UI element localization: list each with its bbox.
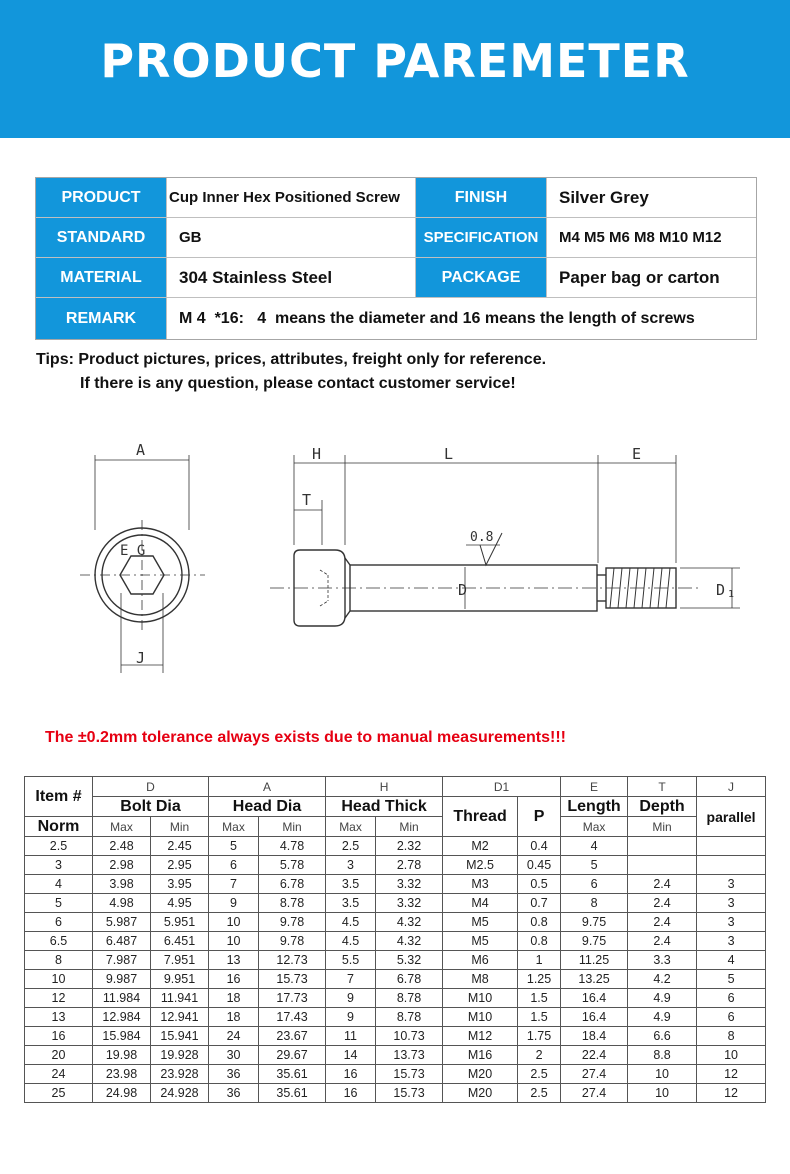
- table-cell: 13.25: [561, 970, 628, 989]
- table-cell: 7: [326, 970, 376, 989]
- param-row-material: [36, 258, 756, 298]
- table-cell: 6.487: [93, 932, 151, 951]
- header-max: Max: [561, 817, 628, 837]
- table-cell: 4: [561, 837, 628, 856]
- header-p: P: [518, 797, 561, 837]
- table-cell: 3.3: [628, 951, 697, 970]
- table-cell: 3: [697, 894, 766, 913]
- param-value: Cup Inner Hex Positioned Screw: [167, 178, 416, 218]
- table-cell: 2.5: [518, 1065, 561, 1084]
- table-cell: 2: [518, 1046, 561, 1065]
- table-cell: 16: [209, 970, 259, 989]
- dimension-rows: [25, 837, 766, 1103]
- param-label: PACKAGE: [416, 258, 547, 298]
- table-cell: 12: [697, 1065, 766, 1084]
- table-cell: 1.25: [518, 970, 561, 989]
- header-norm: Norm: [25, 817, 93, 837]
- table-cell: 0.45: [518, 856, 561, 875]
- table-cell: M5: [443, 932, 518, 951]
- table-cell: 9: [209, 894, 259, 913]
- table-cell: 13: [209, 951, 259, 970]
- table-cell: 15.73: [259, 970, 326, 989]
- table-cell: M12: [443, 1027, 518, 1046]
- screw-diagram: [0, 415, 790, 705]
- table-cell: 9: [326, 1008, 376, 1027]
- table-cell: 30: [209, 1046, 259, 1065]
- table-cell: 16.4: [561, 989, 628, 1008]
- table-cell: 12.73: [259, 951, 326, 970]
- table-cell: 9: [326, 989, 376, 1008]
- table-cell: 6.6: [628, 1027, 697, 1046]
- table-cell: M10: [443, 989, 518, 1008]
- table-cell: 8.8: [628, 1046, 697, 1065]
- table-cell: 2.95: [151, 856, 209, 875]
- table-cell: 4.2: [628, 970, 697, 989]
- table-cell: 9.987: [93, 970, 151, 989]
- table-cell: 7.987: [93, 951, 151, 970]
- table-cell: 19.98: [93, 1046, 151, 1065]
- table-cell: 16: [326, 1084, 376, 1103]
- table-cell: 2.4: [628, 932, 697, 951]
- table-cell: 3.32: [376, 875, 443, 894]
- dim-label-t: T: [302, 491, 312, 509]
- header-depth: Depth: [628, 797, 697, 817]
- table-row: [25, 1084, 766, 1103]
- table-cell: [628, 837, 697, 856]
- table-cell: 4.5: [326, 932, 376, 951]
- table-cell: 15.73: [376, 1084, 443, 1103]
- tips: [36, 348, 546, 396]
- table-cell: [697, 856, 766, 875]
- table-cell: 3: [25, 856, 93, 875]
- table-cell: 10: [25, 970, 93, 989]
- header-t: T: [628, 777, 697, 797]
- table-row: [25, 1046, 766, 1065]
- header-max: Max: [326, 817, 376, 837]
- table-cell: 20: [25, 1046, 93, 1065]
- table-cell: 11: [326, 1027, 376, 1046]
- table-cell: M4: [443, 894, 518, 913]
- table-row: [25, 1065, 766, 1084]
- table-cell: 8: [697, 1027, 766, 1046]
- header-d1: D1: [443, 777, 561, 797]
- table-cell: 6: [561, 875, 628, 894]
- header-min: Min: [376, 817, 443, 837]
- table-cell: 8: [561, 894, 628, 913]
- table-cell: M16: [443, 1046, 518, 1065]
- dim-label-eg: E G: [120, 543, 146, 559]
- table-cell: 16.4: [561, 1008, 628, 1027]
- table-cell: 7: [209, 875, 259, 894]
- table-cell: M8: [443, 970, 518, 989]
- header-h: H: [326, 777, 443, 797]
- param-label: SPECIFICATION: [416, 218, 547, 258]
- table-cell: 4.5: [326, 913, 376, 932]
- table-cell: 5: [209, 837, 259, 856]
- table-cell: 2.5: [25, 837, 93, 856]
- table-cell: 27.4: [561, 1065, 628, 1084]
- param-label: MATERIAL: [36, 258, 167, 298]
- header-head-thick: Head Thick: [326, 797, 443, 817]
- table-cell: 2.45: [151, 837, 209, 856]
- table-row: [25, 837, 766, 856]
- table-cell: 16: [326, 1065, 376, 1084]
- header-item: Item #: [25, 777, 93, 817]
- table-row: [25, 913, 766, 932]
- tolerance-note: The ±0.2mm tolerance always exists due to manual measurements!!!: [45, 729, 566, 746]
- param-label: REMARK: [36, 298, 167, 339]
- page-title: PRODUCT PAREMETER: [100, 34, 690, 88]
- header-parallel: parallel: [697, 797, 766, 837]
- table-cell: 10: [209, 913, 259, 932]
- dim-label-d1: D: [716, 581, 726, 599]
- table-cell: M10: [443, 1008, 518, 1027]
- table-cell: 5: [561, 856, 628, 875]
- table-row: [25, 932, 766, 951]
- table-cell: M2: [443, 837, 518, 856]
- table-cell: 24: [25, 1065, 93, 1084]
- table-cell: 10: [697, 1046, 766, 1065]
- table-cell: 2.4: [628, 894, 697, 913]
- header-length: Length: [561, 797, 628, 817]
- header-max: Max: [93, 817, 151, 837]
- header-a: A: [209, 777, 326, 797]
- table-cell: 6: [209, 856, 259, 875]
- table-cell: 2.48: [93, 837, 151, 856]
- table-cell: 6: [697, 1008, 766, 1027]
- table-cell: 6: [697, 989, 766, 1008]
- dim-label-a: A: [136, 441, 146, 459]
- table-cell: 3: [697, 913, 766, 932]
- table-cell: 16: [25, 1027, 93, 1046]
- header-e: E: [561, 777, 628, 797]
- table-cell: 24: [209, 1027, 259, 1046]
- table-cell: 10.73: [376, 1027, 443, 1046]
- table-cell: 6.78: [376, 970, 443, 989]
- table-cell: 1: [518, 951, 561, 970]
- table-cell: 6.78: [259, 875, 326, 894]
- header-min: Min: [151, 817, 209, 837]
- table-row: [25, 989, 766, 1008]
- table-cell: 7.951: [151, 951, 209, 970]
- table-cell: 4.32: [376, 932, 443, 951]
- table-cell: 5.951: [151, 913, 209, 932]
- table-row: [25, 1027, 766, 1046]
- dim-label-j: J: [136, 649, 146, 667]
- param-label: FINISH: [416, 178, 547, 218]
- table-cell: 5: [697, 970, 766, 989]
- table-cell: 0.4: [518, 837, 561, 856]
- param-value: Silver Grey: [547, 178, 756, 218]
- table-cell: 10: [209, 932, 259, 951]
- table-cell: M6: [443, 951, 518, 970]
- dim-label-l: L: [444, 445, 454, 463]
- table-cell: 11.984: [93, 989, 151, 1008]
- dim-label-h: H: [312, 445, 322, 463]
- table-cell: M2.5: [443, 856, 518, 875]
- table-cell: 4.9: [628, 989, 697, 1008]
- table-cell: 24.98: [93, 1084, 151, 1103]
- table-cell: 4: [25, 875, 93, 894]
- header-min: Min: [628, 817, 697, 837]
- table-row: [25, 951, 766, 970]
- table-cell: [697, 837, 766, 856]
- table-cell: 8.78: [376, 989, 443, 1008]
- param-label: PRODUCT: [36, 178, 167, 218]
- table-cell: 12.984: [93, 1008, 151, 1027]
- header-d: D: [93, 777, 209, 797]
- table-cell: 12.941: [151, 1008, 209, 1027]
- table-cell: 0.8: [518, 932, 561, 951]
- table-cell: 8.78: [376, 1008, 443, 1027]
- dim-label-e: E: [632, 445, 642, 463]
- table-cell: 9.951: [151, 970, 209, 989]
- table-cell: 17.43: [259, 1008, 326, 1027]
- param-value: GB: [167, 218, 416, 258]
- header-banner: [0, 0, 790, 138]
- table-cell: 9.75: [561, 913, 628, 932]
- table-cell: 5.78: [259, 856, 326, 875]
- header-max: Max: [209, 817, 259, 837]
- table-cell: 18: [209, 989, 259, 1008]
- table-cell: 3: [697, 875, 766, 894]
- table-cell: 14: [326, 1046, 376, 1065]
- table-cell: 6.451: [151, 932, 209, 951]
- table-cell: 2.78: [376, 856, 443, 875]
- table-cell: 9.75: [561, 932, 628, 951]
- param-row-product: [36, 178, 756, 218]
- table-cell: 18.4: [561, 1027, 628, 1046]
- table-cell: [628, 856, 697, 875]
- table-cell: 13: [25, 1008, 93, 1027]
- table-cell: 36: [209, 1084, 259, 1103]
- table-cell: 22.4: [561, 1046, 628, 1065]
- table-cell: M3: [443, 875, 518, 894]
- tips-line: Tips: Product pictures, prices, attributes, freight only for reference.: [36, 351, 547, 368]
- table-cell: 12: [697, 1084, 766, 1103]
- table-cell: 4: [697, 951, 766, 970]
- header-min: Min: [259, 817, 326, 837]
- param-value: 304 Stainless Steel: [167, 258, 416, 298]
- table-cell: 23.928: [151, 1065, 209, 1084]
- table-cell: 15.941: [151, 1027, 209, 1046]
- table-cell: 3.95: [151, 875, 209, 894]
- table-cell: 6: [25, 913, 93, 932]
- table-cell: 23.67: [259, 1027, 326, 1046]
- table-cell: 2.98: [93, 856, 151, 875]
- table-cell: 10: [628, 1065, 697, 1084]
- table-cell: 2.32: [376, 837, 443, 856]
- table-cell: 23.98: [93, 1065, 151, 1084]
- table-cell: 11.941: [151, 989, 209, 1008]
- param-value: M4 M5 M6 M8 M10 M12: [547, 218, 756, 258]
- table-cell: 8.78: [259, 894, 326, 913]
- table-cell: 17.73: [259, 989, 326, 1008]
- table-cell: 18: [209, 1008, 259, 1027]
- roughness-label: 0.8: [470, 530, 494, 545]
- table-cell: M20: [443, 1084, 518, 1103]
- table-cell: 36: [209, 1065, 259, 1084]
- table-cell: 3.5: [326, 894, 376, 913]
- table-cell: 5.987: [93, 913, 151, 932]
- table-cell: 5.32: [376, 951, 443, 970]
- table-row: [25, 970, 766, 989]
- table-cell: 9.78: [259, 913, 326, 932]
- table-cell: 11.25: [561, 951, 628, 970]
- table-cell: 1.5: [518, 1008, 561, 1027]
- table-cell: 1.5: [518, 989, 561, 1008]
- table-cell: 19.928: [151, 1046, 209, 1065]
- tips-line: If there is any question, please contact customer service!: [80, 375, 516, 392]
- param-value: M 4 *16: 4 means the diameter and 16 means the length of screws: [167, 298, 756, 339]
- table-cell: 15.73: [376, 1065, 443, 1084]
- table-row: [25, 856, 766, 875]
- dim-label-d: D: [458, 581, 468, 599]
- param-row-remark: [36, 298, 756, 339]
- table-row: [25, 1008, 766, 1027]
- header-bolt-dia: Bolt Dia: [93, 797, 209, 817]
- parameter-table: [35, 177, 757, 340]
- dim-label-d1-sub: 1: [728, 589, 735, 600]
- table-cell: 10: [628, 1084, 697, 1103]
- table-cell: 5.5: [326, 951, 376, 970]
- dimension-table: [24, 776, 766, 1103]
- table-cell: 4.78: [259, 837, 326, 856]
- table-cell: 0.5: [518, 875, 561, 894]
- table-cell: 4.32: [376, 913, 443, 932]
- param-row-standard: [36, 218, 756, 258]
- table-cell: 35.61: [259, 1084, 326, 1103]
- table-cell: 3: [697, 932, 766, 951]
- table-cell: 0.8: [518, 913, 561, 932]
- table-cell: 5: [25, 894, 93, 913]
- table-row: [25, 875, 766, 894]
- header-j: J: [697, 777, 766, 797]
- table-cell: 35.61: [259, 1065, 326, 1084]
- table-cell: 4.95: [151, 894, 209, 913]
- table-cell: 4.9: [628, 1008, 697, 1027]
- table-cell: 29.67: [259, 1046, 326, 1065]
- table-row: [25, 894, 766, 913]
- table-cell: 9.78: [259, 932, 326, 951]
- param-label: STANDARD: [36, 218, 167, 258]
- table-cell: 15.984: [93, 1027, 151, 1046]
- table-cell: 2.4: [628, 875, 697, 894]
- table-cell: 25: [25, 1084, 93, 1103]
- table-cell: 2.5: [518, 1084, 561, 1103]
- table-cell: 3: [326, 856, 376, 875]
- table-cell: 27.4: [561, 1084, 628, 1103]
- table-cell: M5: [443, 913, 518, 932]
- table-cell: 8: [25, 951, 93, 970]
- header-head-dia: Head Dia: [209, 797, 326, 817]
- table-cell: M20: [443, 1065, 518, 1084]
- table-cell: 0.7: [518, 894, 561, 913]
- table-cell: 3.98: [93, 875, 151, 894]
- table-cell: 3.5: [326, 875, 376, 894]
- table-cell: 2.5: [326, 837, 376, 856]
- table-cell: 4.98: [93, 894, 151, 913]
- table-cell: 12: [25, 989, 93, 1008]
- table-cell: 1.75: [518, 1027, 561, 1046]
- table-cell: 24.928: [151, 1084, 209, 1103]
- param-value: Paper bag or carton: [547, 258, 756, 298]
- table-cell: 2.4: [628, 913, 697, 932]
- header-thread: Thread: [443, 797, 518, 837]
- table-cell: 3.32: [376, 894, 443, 913]
- table-cell: 6.5: [25, 932, 93, 951]
- table-cell: 13.73: [376, 1046, 443, 1065]
